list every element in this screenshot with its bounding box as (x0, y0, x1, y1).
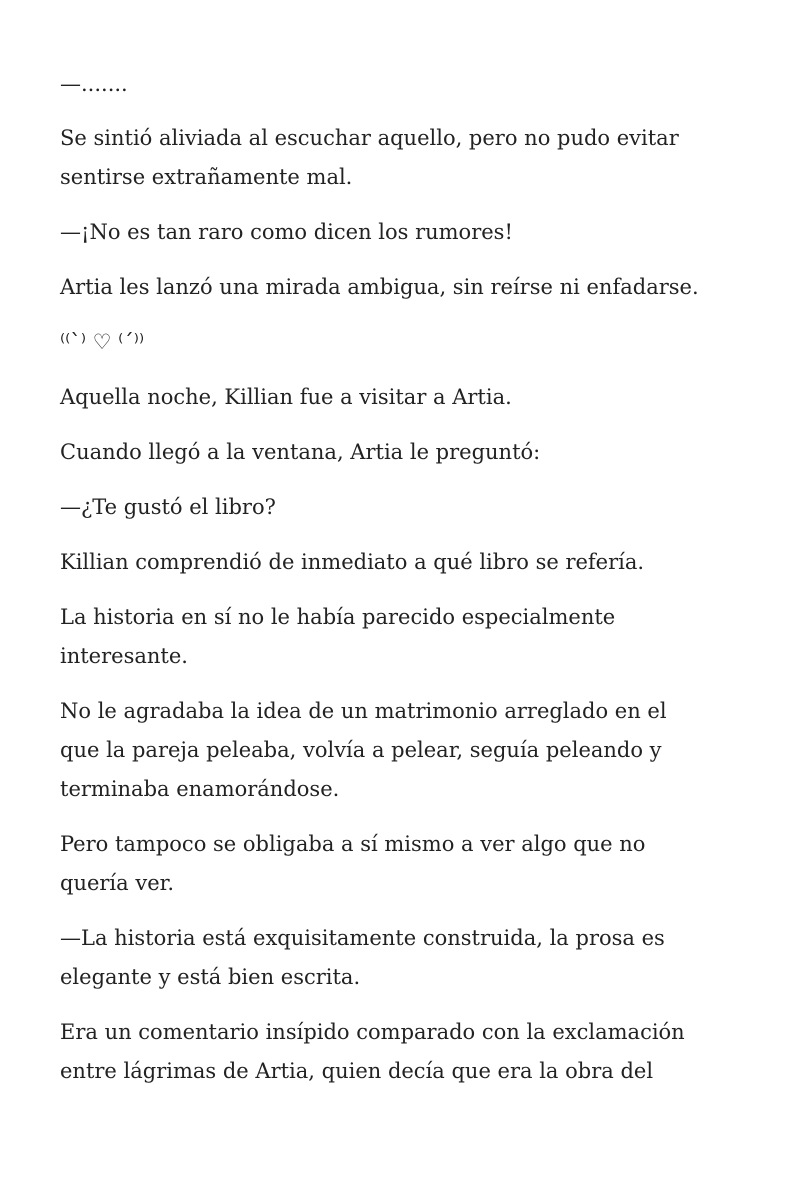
paragraph: Killian comprendió de inmediato a qué libro se refería. (60, 550, 645, 574)
paragraph: Pero tampoco se obligaba a sí mismo a ver algo que no quería ver. (60, 832, 646, 895)
paragraph: La historia en sí no le había parecido especialmente interesante. (60, 605, 616, 668)
paragraph: Se sintió aliviada al escuchar aquello, pero no pudo evitar sentirse extrañamente mal. (60, 126, 679, 189)
paragraph: Artia les lanzó una mirada ambigua, sin reírse ni enfadarse. (60, 275, 699, 299)
scene-break-ornament: ⁽⁽`⁾ ♡ ⁽´⁾⁾ (60, 330, 145, 354)
paragraph: —¿Te gustó el libro? (60, 495, 276, 519)
paragraph: Cuando llegó a la ventana, Artia le preguntó: (60, 440, 541, 464)
paragraph: Aquella noche, Killian fue a visitar a Artia. (60, 385, 512, 409)
paragraph: —La historia está exquisitamente construida, la prosa es elegante y está bien escrita. (60, 926, 665, 989)
paragraph: —¡No es tan raro como dicen los rumores! (60, 220, 513, 244)
paragraph: —....... (60, 72, 128, 96)
paragraph: No le agradaba la idea de un matrimonio arreglado en el que la pareja peleaba, volvía a pelear, seguía peleando y terminaba enamorándose. (60, 699, 667, 801)
paragraph: Era un comentario insípido comparado con la exclamación entre lágrimas de Artia, quien decía que era la obra del (60, 1020, 685, 1083)
